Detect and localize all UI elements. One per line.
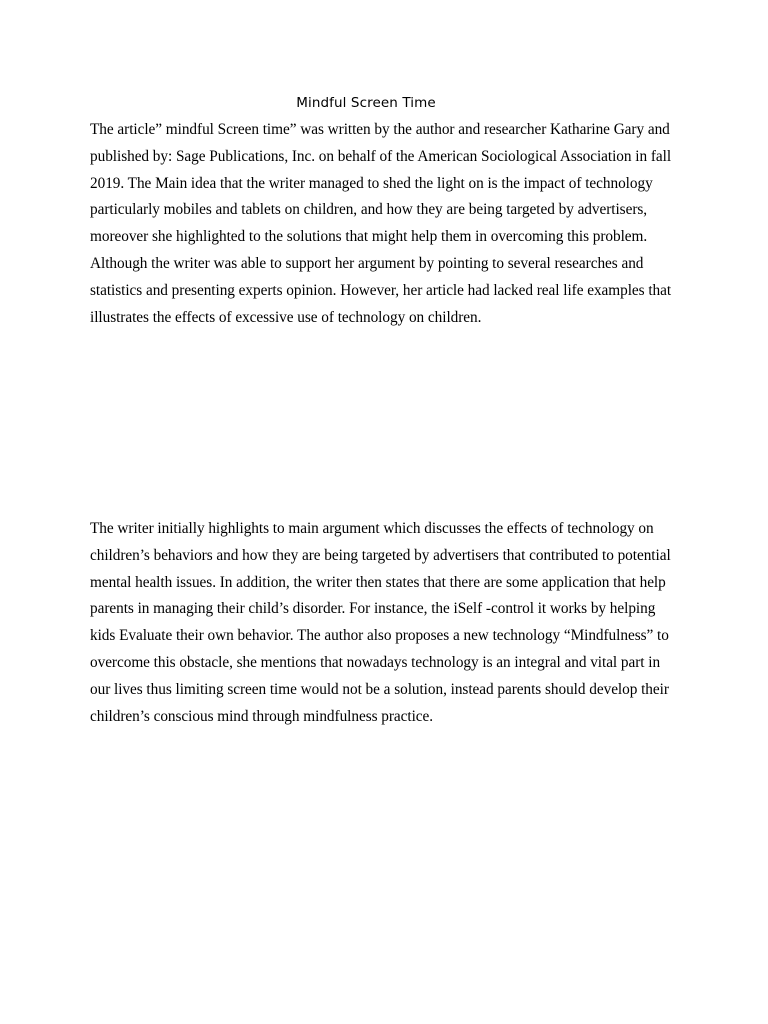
document-title: Mindful Screen Time — [296, 95, 436, 111]
summary-paragraph: The article” mindful Screen time” was written by the author and researcher Katharine Gary and published by: Sage Publications, Inc. on behalf of the American Sociological Association in fall 2019. The Main idea that the writer managed to shed the light on is the impact of technology particularly mobiles and tablets on children, and how they are being targeted by advertisers, moreover she highlighted to the solutions that might help them in overcoming this problem. Although the writer was able to support her argument by pointing to several researches and statistics and presenting experts opinion. However, her article had lacked real life examples that illustrates the effects of excessive use of technology on children. — [90, 121, 672, 326]
argument-paragraph: The writer initially highlights to main argument which discusses the effects of technology on children’s behaviors and how they are being targeted by advertisers that contributed to potential mental health issues. In addition, the writer then states that there are some application that help parents in managing their child’s disorder. For instance, the iSelf -control it works by helping kids Evaluate their own behavior. The author also proposes a new technology “Mindfulness” to overcome this obstacle, she mentions that nowadays technology is an integral and vital part in our lives thus limiting screen time would not be a solution, instead parents should develop their children’s conscious mind through mindfulness practice. — [90, 520, 671, 725]
